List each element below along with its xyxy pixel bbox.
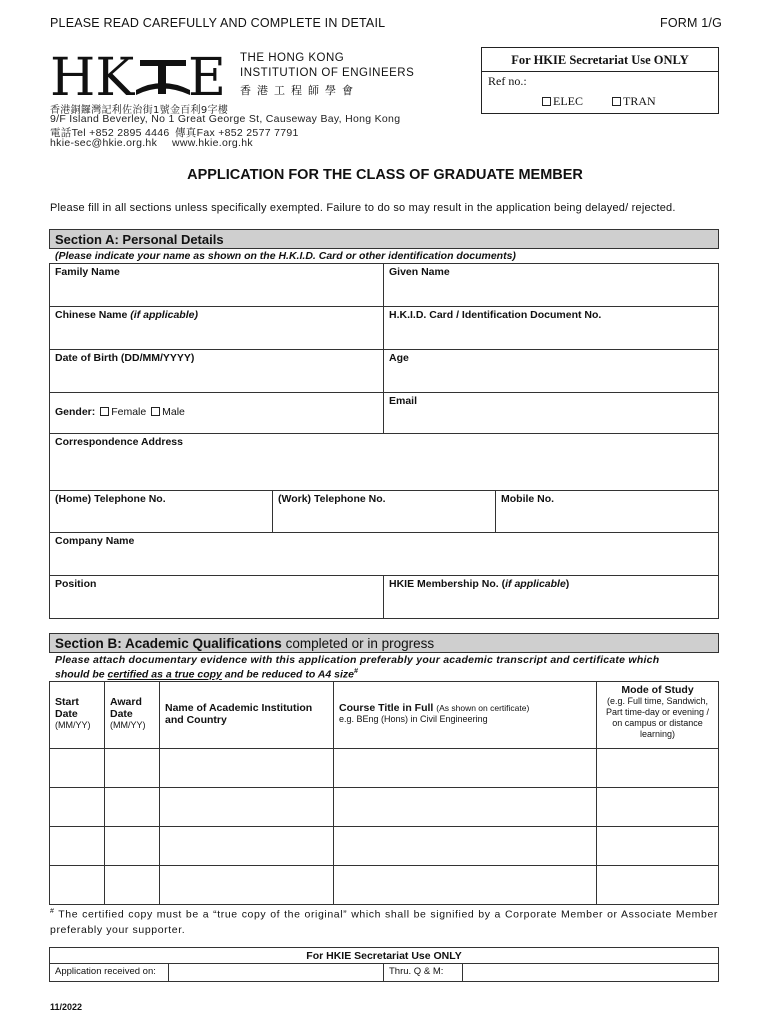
course-title-cell[interactable]	[333, 748, 597, 788]
family-name-field[interactable]: Family Name	[49, 263, 384, 307]
home-tel-field[interactable]: (Home) Telephone No.	[49, 490, 273, 533]
org-website: www.hkie.org.hk	[172, 137, 253, 149]
company-field[interactable]: Company Name	[49, 532, 719, 576]
col-start-date: Start Date (MM/YY)	[49, 681, 105, 749]
address-field[interactable]: Correspondence Address	[49, 433, 719, 491]
secretariat-box-title: For HKIE Secretariat Use ONLY	[482, 48, 718, 72]
institution-cell[interactable]	[159, 748, 334, 788]
institution-cell[interactable]	[159, 826, 334, 866]
col-institution: Name of Academic Institution and Country	[159, 681, 334, 749]
course-title-cell[interactable]	[333, 865, 597, 905]
section-b-note-line1: Please attach documentary evidence with this application preferably your academic transcript and certificate which	[55, 654, 660, 666]
award-date-cell[interactable]	[104, 748, 160, 788]
page-title: APPLICATION FOR THE CLASS OF GRADUATE MEMBER	[187, 167, 583, 183]
org-name-line2: INSTITUTION OF ENGINEERS	[240, 67, 415, 79]
org-fax: 傳真Fax +852 2577 7791	[175, 127, 299, 139]
org-email: hkie-sec@hkie.org.hk	[50, 137, 158, 149]
course-title-cell[interactable]	[333, 787, 597, 827]
section-b-note-line2: should be certified as a true copy and be reduced to A4 size#	[55, 668, 358, 681]
position-field[interactable]: Position	[49, 575, 384, 619]
received-field[interactable]	[168, 963, 384, 982]
section-a-heading: Section A: Personal Details	[49, 229, 719, 249]
address-chinese: 香港銅鑼灣記利佐治街1號金百利9字樓	[50, 105, 229, 116]
award-date-cell[interactable]	[104, 826, 160, 866]
tran-checkbox[interactable]: TRAN	[610, 94, 656, 109]
institution-cell[interactable]	[159, 787, 334, 827]
received-label: Application received on:	[49, 963, 169, 982]
thru-label: Thru. Q & M:	[383, 963, 463, 982]
secretariat-use-box	[481, 47, 719, 114]
dob-field[interactable]: Date of Birth (DD/MM/YYYY)	[49, 349, 384, 393]
svg-text:E: E	[188, 50, 226, 100]
mode-of-study-cell[interactable]	[596, 748, 719, 788]
hkid-field[interactable]: H.K.I.D. Card / Identification Document No.	[383, 306, 719, 350]
start-date-cell[interactable]	[49, 748, 105, 788]
address-english: 9/F Island Beverley, No 1 Great George St, Causeway Bay, Hong Kong	[50, 113, 401, 125]
start-date-cell[interactable]	[49, 865, 105, 905]
start-date-cell[interactable]	[49, 826, 105, 866]
org-name-line1: THE HONG KONG	[240, 52, 345, 64]
col-course-title: Course Title in Full (As shown on certificate) e.g. BEng (Hons) in Civil Engineering	[333, 681, 597, 749]
col-award-date: Award Date (MM/YY)	[104, 681, 160, 749]
mode-of-study-cell[interactable]	[596, 787, 719, 827]
membership-field[interactable]: HKIE Membership No. (if applicable)	[383, 575, 719, 619]
work-tel-field[interactable]: (Work) Telephone No.	[272, 490, 496, 533]
start-date-cell[interactable]	[49, 787, 105, 827]
date-code: 11/2022	[50, 1002, 83, 1012]
col-mode-of-study: Mode of Study (e.g. Full time, Sandwich, Part time-day or evening / on campus or distance learning)	[596, 681, 719, 749]
award-date-cell[interactable]	[104, 865, 160, 905]
mobile-field[interactable]: Mobile No.	[495, 490, 719, 533]
thru-field[interactable]	[462, 963, 719, 982]
section-b-heading: Section B: Academic Qualifications completed or in progress	[49, 633, 719, 653]
course-title-cell[interactable]	[333, 826, 597, 866]
mode-of-study-cell[interactable]	[596, 865, 719, 905]
svg-text:HK: HK	[50, 50, 135, 100]
form-instruction: PLEASE READ CAREFULLY AND COMPLETE IN DETAIL	[50, 16, 386, 30]
mode-of-study-cell[interactable]	[596, 826, 719, 866]
ref-no-label: Ref no.:	[488, 74, 527, 88]
given-name-field[interactable]: Given Name	[383, 263, 719, 307]
male-checkbox[interactable]: Male	[149, 406, 185, 418]
form-number: FORM 1/G	[660, 16, 723, 30]
section-a-note: (Please indicate your name as shown on the H.K.I.D. Card or other identification documents)	[55, 250, 516, 262]
elec-checkbox[interactable]: ELEC	[540, 94, 583, 109]
hkie-logo	[50, 50, 235, 100]
bottom-secretariat-title: For HKIE Secretariat Use ONLY	[49, 947, 719, 964]
footnote: # The certified copy must be a “true copy of the original” which shall be signified by a Corporate Member or Associate Member preferably your supporter.	[50, 908, 718, 936]
email-field[interactable]: Email	[383, 392, 719, 434]
female-checkbox[interactable]: Female	[98, 406, 146, 418]
award-date-cell[interactable]	[104, 787, 160, 827]
org-tel: 電話Tel +852 2895 4446	[50, 127, 170, 139]
institution-cell[interactable]	[159, 865, 334, 905]
chinese-name-field[interactable]: Chinese Name (if applicable)	[49, 306, 384, 350]
org-name-chinese: 香港工程師學會	[240, 84, 359, 97]
fill-instruction: Please fill in all sections unless specifically exempted. Failure to do so may result in the application being delayed/ rejected.	[50, 202, 676, 214]
age-field[interactable]: Age	[383, 349, 719, 393]
gender-field: Gender: Female Male	[49, 392, 384, 434]
